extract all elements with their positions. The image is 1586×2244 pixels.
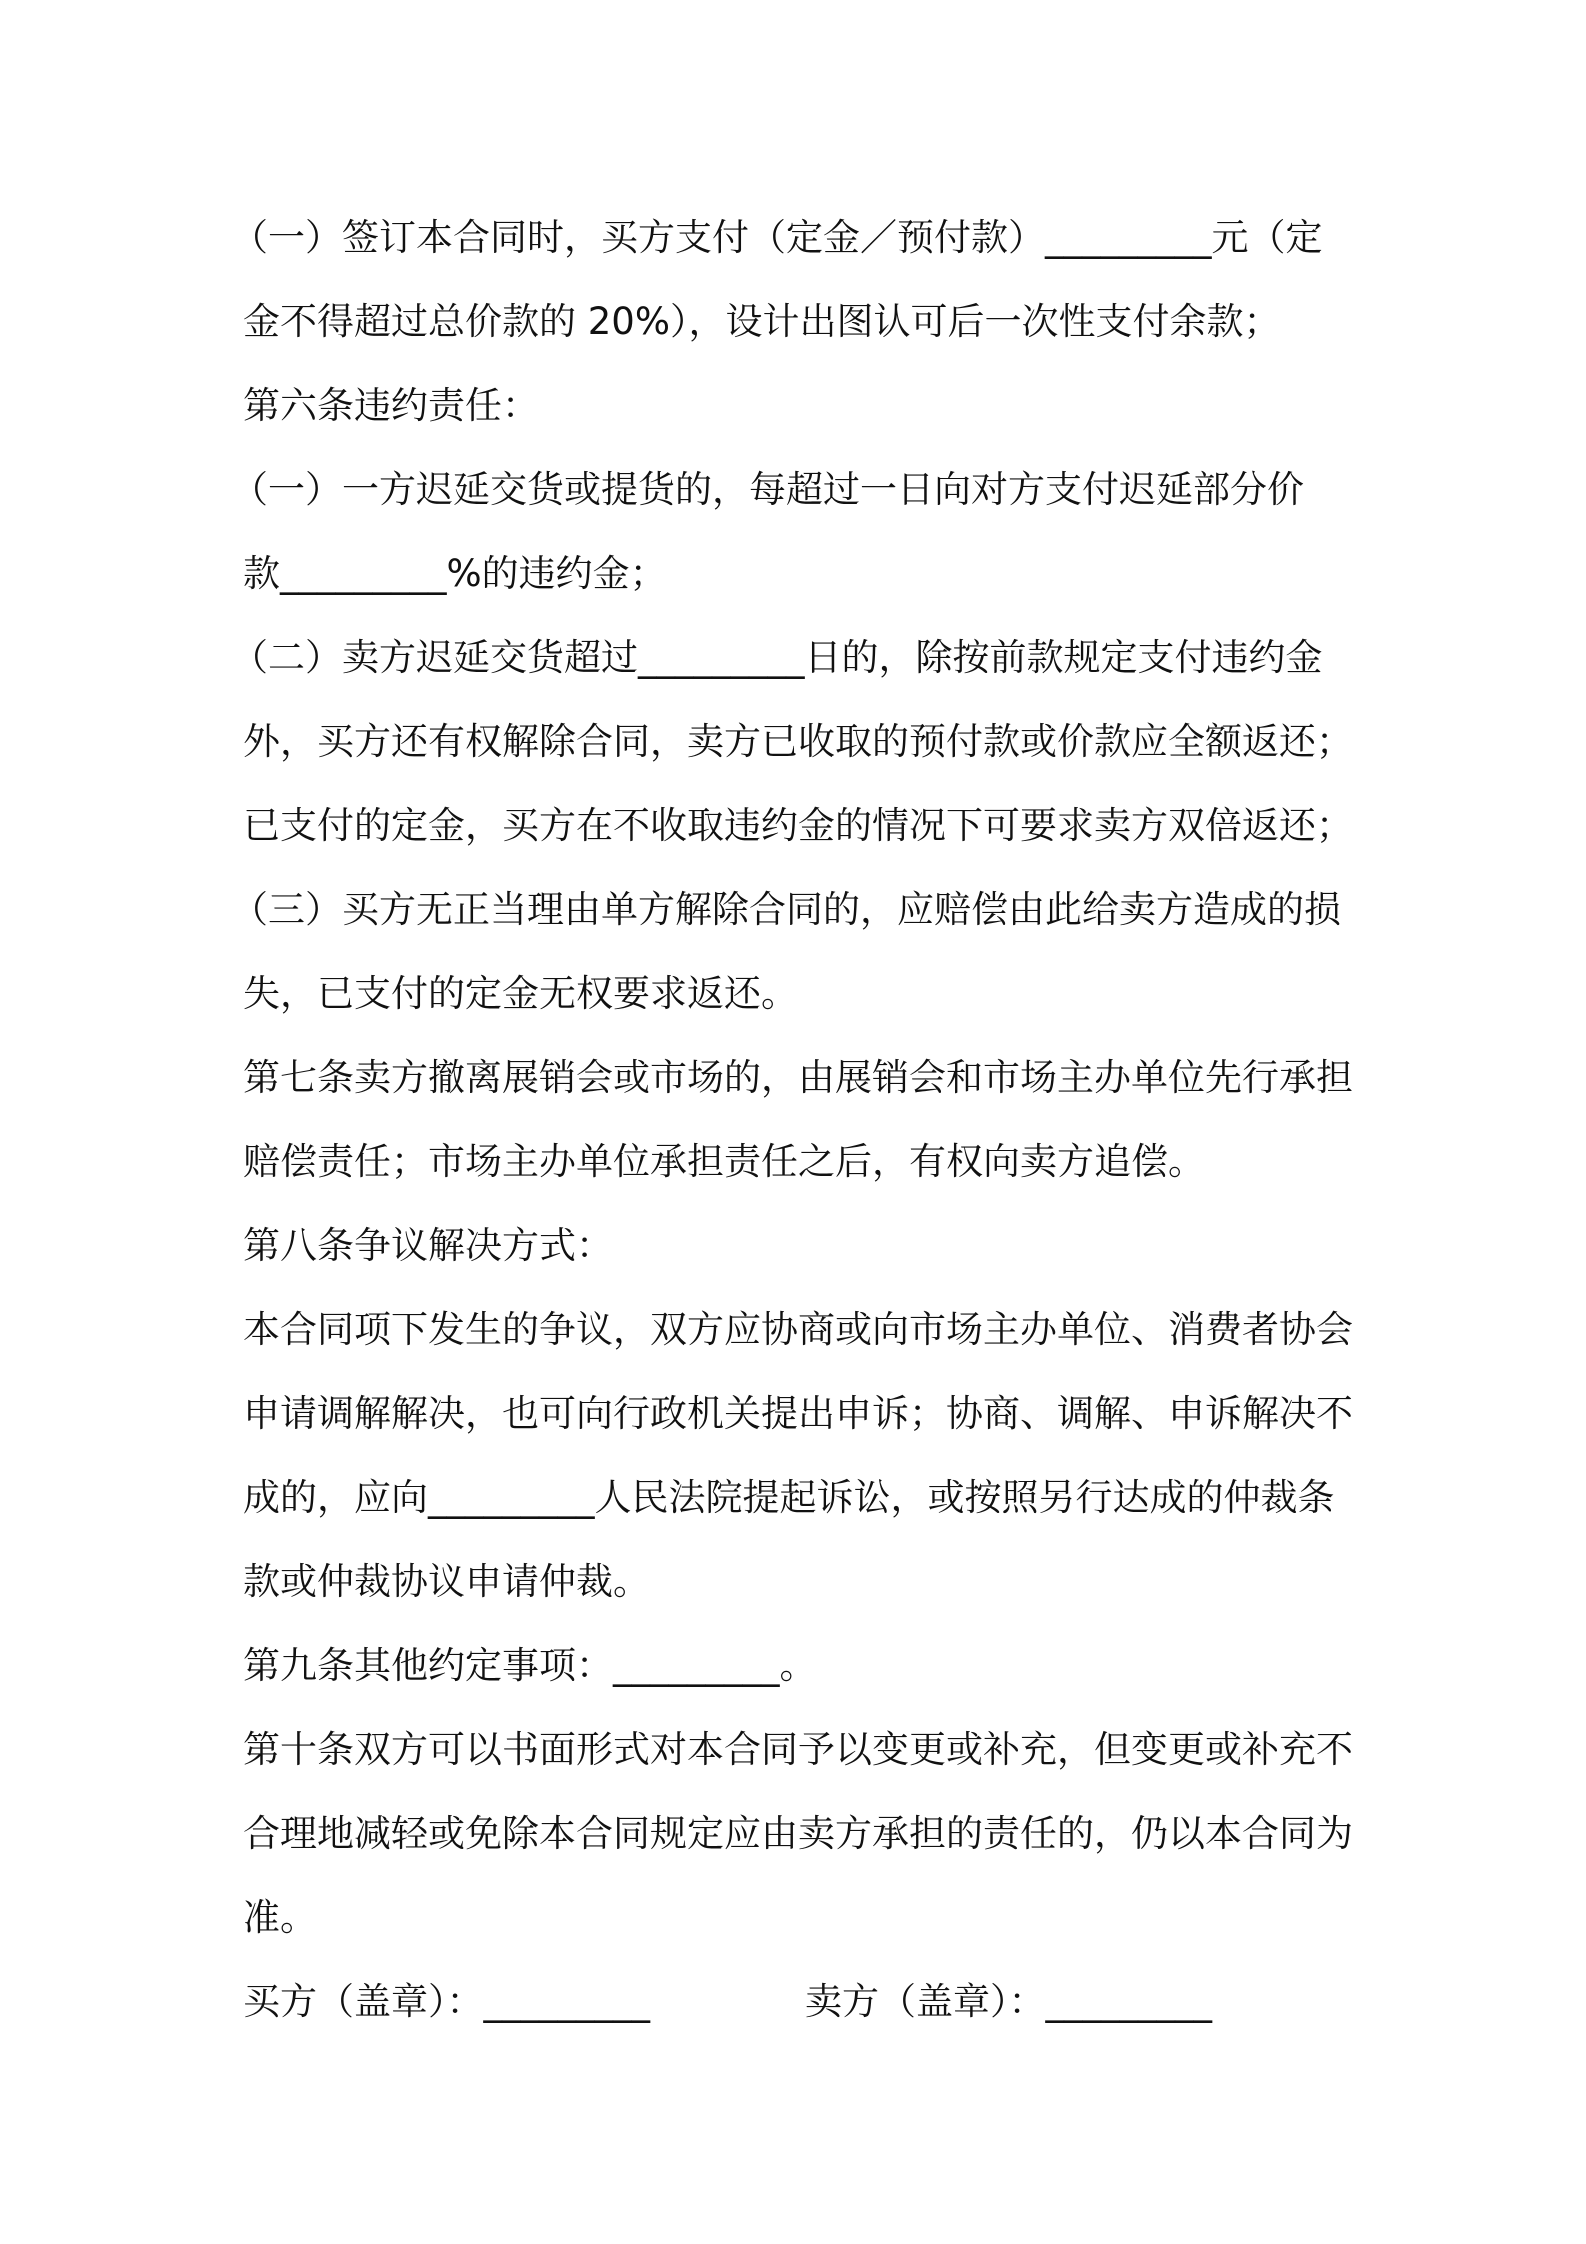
paragraph-line: 准。 — [243, 1896, 317, 1939]
article-6-heading: 第六条违约责任： — [243, 384, 539, 427]
contract-body — [231, 196, 1355, 2044]
paragraph-line: 款或仲裁协议申请仲裁。 — [243, 1560, 650, 1603]
seller-signature-line: 卖方（盖章）：_________ — [805, 1980, 1212, 2023]
paragraph-line: 本合同项下发生的争议，双方应协商或向市场主办单位、消费者协会 — [243, 1308, 1353, 1351]
article-9-line: 第九条其他约定事项：_________。 — [243, 1644, 817, 1687]
signature-row — [243, 1960, 1355, 2044]
article-8-heading: 第八条争议解决方式： — [243, 1224, 613, 1267]
paragraph-line: （一）签订本合同时，买方支付（定金／预付款）_________元（定 — [231, 216, 1323, 259]
paragraph-line: 已支付的定金，买方在不收取违约金的情况下可要求卖方双倍返还； — [243, 804, 1353, 847]
buyer-signature-line: 买方（盖章）：_________ — [243, 1980, 650, 2023]
paragraph-line: （二）卖方迟延交货超过_________日的，除按前款规定支付违约金 — [231, 636, 1323, 679]
paragraph-line: （三）买方无正当理由单方解除合同的，应赔偿由此给卖方造成的损 — [231, 888, 1341, 931]
article-10-line: 第十条双方可以书面形式对本合同予以变更或补充，但变更或补充不 — [243, 1728, 1353, 1771]
paragraph-line: 赔偿责任；市场主办单位承担责任之后，有权向卖方追偿。 — [243, 1140, 1205, 1183]
paragraph-line: 失，已支付的定金无权要求返还。 — [243, 972, 798, 1015]
paragraph-line: 申请调解解决，也可向行政机关提出申诉；协商、调解、申诉解决不 — [243, 1392, 1353, 1435]
paragraph-line: （一）一方迟延交货或提货的，每超过一日向对方支付迟延部分价 — [231, 468, 1304, 511]
paragraph-line: 合理地减轻或免除本合同规定应由卖方承担的责任的，仍以本合同为 — [243, 1812, 1353, 1855]
paragraph-line: 款_________%的违约金； — [243, 552, 667, 595]
article-7-line: 第七条卖方撤离展销会或市场的，由展销会和市场主办单位先行承担 — [243, 1056, 1353, 1099]
paragraph-line: 金不得超过总价款的 20%），设计出图认可后一次性支付余款； — [243, 300, 1281, 343]
paragraph-line: 外，买方还有权解除合同，卖方已收取的预付款或价款应全额返还； — [243, 720, 1353, 763]
paragraph-line: 成的，应向_________人民法院提起诉讼，或按照另行达成的仲裁条 — [243, 1476, 1335, 1519]
